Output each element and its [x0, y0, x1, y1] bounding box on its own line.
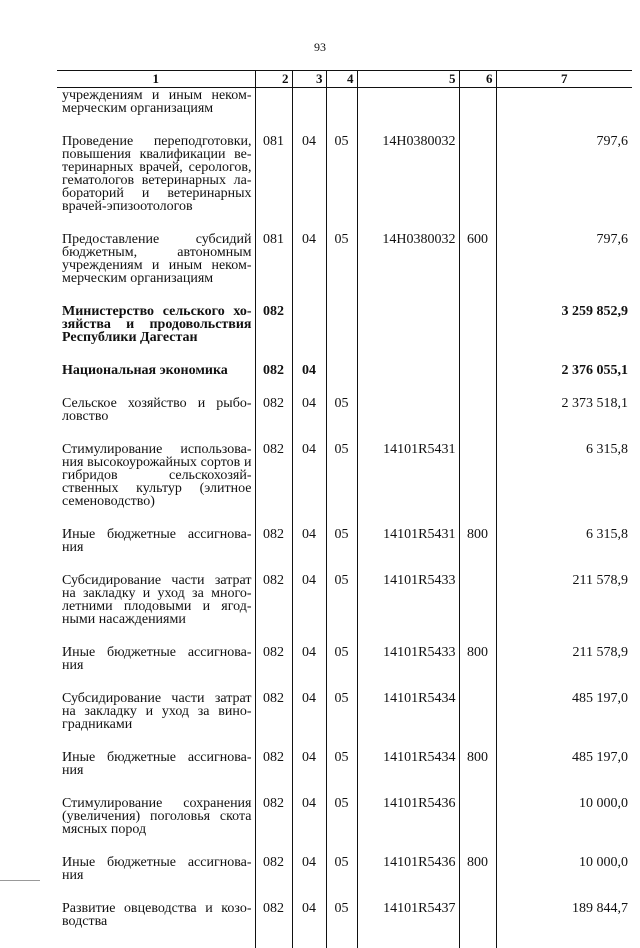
code-target-cell: 14101R5436: [357, 797, 459, 856]
code-section-cell: 04: [292, 692, 326, 751]
code-subsection-cell: 05: [326, 233, 357, 305]
code-ministry-cell: 082: [255, 528, 292, 574]
row-name-cell: Предоставление субсидий бюджетным, автономным учреждениям и иным неком-мерческим организациям: [57, 233, 255, 305]
row-name-cell: Субсидирование части затрат на закладку и уход за вино-градниками: [57, 692, 255, 751]
code-section-cell: 04: [292, 797, 326, 856]
code-section-cell: 04: [292, 646, 326, 692]
code-target-cell: 14101R5436: [357, 856, 459, 902]
row-name-cell: Развитие овцеводства и козо-водства: [57, 902, 255, 948]
amount-cell: 797,6: [496, 233, 632, 305]
code-section-cell: [292, 88, 326, 136]
code-section-cell: 04: [292, 135, 326, 233]
amount-cell: [496, 88, 632, 136]
table-row: [57, 797, 632, 856]
code-ministry-cell: 082: [255, 751, 292, 797]
code-ministry-cell: 082: [255, 574, 292, 646]
code-section-cell: 04: [292, 528, 326, 574]
code-section-cell: 04: [292, 902, 326, 948]
table-row: [57, 364, 632, 397]
code-subsection-cell: 05: [326, 528, 357, 574]
row-name-cell: Иные бюджетные ассигнова-ния: [57, 528, 255, 574]
code-subsection-cell: 05: [326, 692, 357, 751]
code-target-cell: 14101R5433: [357, 574, 459, 646]
code-target-cell: [357, 88, 459, 136]
row-name-cell: Субсидирование части затрат на закладку и уход за много-летними плодовыми и ягод-ными насаждениями: [57, 574, 255, 646]
budget-table: [57, 70, 632, 948]
amount-cell: 797,6: [496, 135, 632, 233]
code-ministry-cell: 082: [255, 397, 292, 443]
page-number: 93: [0, 40, 640, 55]
row-name-cell: Иные бюджетные ассигнова-ния: [57, 646, 255, 692]
table-body: [57, 88, 632, 948]
row-name-cell: Стимулирование сохранения (увеличения) поголовья скота мясных пород: [57, 797, 255, 856]
row-name-cell: Иные бюджетные ассигнова-ния: [57, 751, 255, 797]
code-section-cell: 04: [292, 574, 326, 646]
column-header: 2: [255, 71, 292, 88]
margin-line: [0, 880, 40, 881]
table-row: [57, 397, 632, 443]
code-section-cell: [292, 305, 326, 364]
code-expense-type-cell: [459, 443, 496, 528]
amount-cell: 6 315,8: [496, 528, 632, 574]
code-subsection-cell: 05: [326, 397, 357, 443]
code-expense-type-cell: [459, 88, 496, 136]
code-expense-type-cell: 600: [459, 233, 496, 305]
row-name-cell: Стимулирование использова-ния высокоурожайных сортов и гибридов сельскохозяй-ственных культур (элитное семеноводство): [57, 443, 255, 528]
amount-cell: 10 000,0: [496, 797, 632, 856]
code-subsection-cell: 05: [326, 902, 357, 948]
code-target-cell: [357, 364, 459, 397]
code-section-cell: 04: [292, 364, 326, 397]
code-target-cell: 14Н0380032: [357, 233, 459, 305]
column-header: 6: [459, 71, 496, 88]
code-section-cell: 04: [292, 233, 326, 305]
column-header: 5: [357, 71, 459, 88]
code-expense-type-cell: 800: [459, 856, 496, 902]
code-ministry-cell: 082: [255, 902, 292, 948]
code-subsection-cell: 05: [326, 574, 357, 646]
amount-cell: 2 373 518,1: [496, 397, 632, 443]
code-ministry-cell: 082: [255, 305, 292, 364]
code-ministry-cell: 081: [255, 233, 292, 305]
code-subsection-cell: 05: [326, 797, 357, 856]
code-target-cell: 14101R5437: [357, 902, 459, 948]
amount-cell: 2 376 055,1: [496, 364, 632, 397]
amount-cell: 211 578,9: [496, 646, 632, 692]
code-ministry-cell: 082: [255, 692, 292, 751]
table-row: [57, 902, 632, 948]
column-header: 4: [326, 71, 357, 88]
table-row: [57, 856, 632, 902]
code-ministry-cell: 082: [255, 443, 292, 528]
row-name-cell: Министерство сельского хо-зяйства и продовольствия Республики Дагестан: [57, 305, 255, 364]
table-row: [57, 305, 632, 364]
code-expense-type-cell: 800: [459, 751, 496, 797]
column-header: 1: [57, 71, 255, 88]
code-target-cell: 14101R5431: [357, 443, 459, 528]
code-subsection-cell: 05: [326, 751, 357, 797]
code-expense-type-cell: [459, 305, 496, 364]
amount-cell: 6 315,8: [496, 443, 632, 528]
amount-cell: 3 259 852,9: [496, 305, 632, 364]
code-expense-type-cell: [459, 364, 496, 397]
column-header: 7: [496, 71, 632, 88]
code-subsection-cell: [326, 364, 357, 397]
amount-cell: 10 000,0: [496, 856, 632, 902]
table-row: [57, 692, 632, 751]
row-name-cell: Сельское хозяйство и рыбо-ловство: [57, 397, 255, 443]
table-row: [57, 646, 632, 692]
row-name-cell: учреждениям и иным неком-мерческим организациям: [57, 88, 255, 136]
code-expense-type-cell: [459, 797, 496, 856]
code-section-cell: 04: [292, 397, 326, 443]
code-expense-type-cell: [459, 574, 496, 646]
code-target-cell: 14101R5431: [357, 528, 459, 574]
table-row: [57, 135, 632, 233]
amount-cell: 189 844,7: [496, 902, 632, 948]
code-ministry-cell: 082: [255, 797, 292, 856]
code-target-cell: 14101R5434: [357, 692, 459, 751]
table-header-row: [57, 71, 632, 88]
table-row: [57, 88, 632, 136]
code-expense-type-cell: 800: [459, 646, 496, 692]
amount-cell: 485 197,0: [496, 751, 632, 797]
code-section-cell: 04: [292, 443, 326, 528]
code-subsection-cell: 05: [326, 443, 357, 528]
table-row: [57, 751, 632, 797]
code-subsection-cell: [326, 88, 357, 136]
table-row: [57, 233, 632, 305]
code-target-cell: 14101R5434: [357, 751, 459, 797]
code-ministry-cell: 082: [255, 856, 292, 902]
column-header: 3: [292, 71, 326, 88]
amount-cell: 485 197,0: [496, 692, 632, 751]
table-row: [57, 528, 632, 574]
code-target-cell: [357, 397, 459, 443]
code-ministry-cell: 081: [255, 135, 292, 233]
code-subsection-cell: [326, 305, 357, 364]
code-subsection-cell: 05: [326, 856, 357, 902]
code-section-cell: 04: [292, 751, 326, 797]
code-expense-type-cell: [459, 692, 496, 751]
code-subsection-cell: 05: [326, 646, 357, 692]
code-expense-type-cell: [459, 397, 496, 443]
code-target-cell: 14101R5433: [357, 646, 459, 692]
code-expense-type-cell: [459, 135, 496, 233]
table-row: [57, 443, 632, 528]
code-ministry-cell: 082: [255, 646, 292, 692]
code-target-cell: [357, 305, 459, 364]
row-name-cell: Проведение переподготовки, повышения квалификации ве-теринарных врачей, серологов, гематологов ветеринарных ла-бораторий и ветеринарных врачей-эпизоотологов: [57, 135, 255, 233]
row-name-cell: Национальная экономика: [57, 364, 255, 397]
table-row: [57, 574, 632, 646]
code-section-cell: 04: [292, 856, 326, 902]
code-ministry-cell: [255, 88, 292, 136]
code-target-cell: 14Н0380032: [357, 135, 459, 233]
code-ministry-cell: 082: [255, 364, 292, 397]
code-expense-type-cell: 800: [459, 528, 496, 574]
amount-cell: 211 578,9: [496, 574, 632, 646]
code-subsection-cell: 05: [326, 135, 357, 233]
code-expense-type-cell: [459, 902, 496, 948]
row-name-cell: Иные бюджетные ассигнова-ния: [57, 856, 255, 902]
